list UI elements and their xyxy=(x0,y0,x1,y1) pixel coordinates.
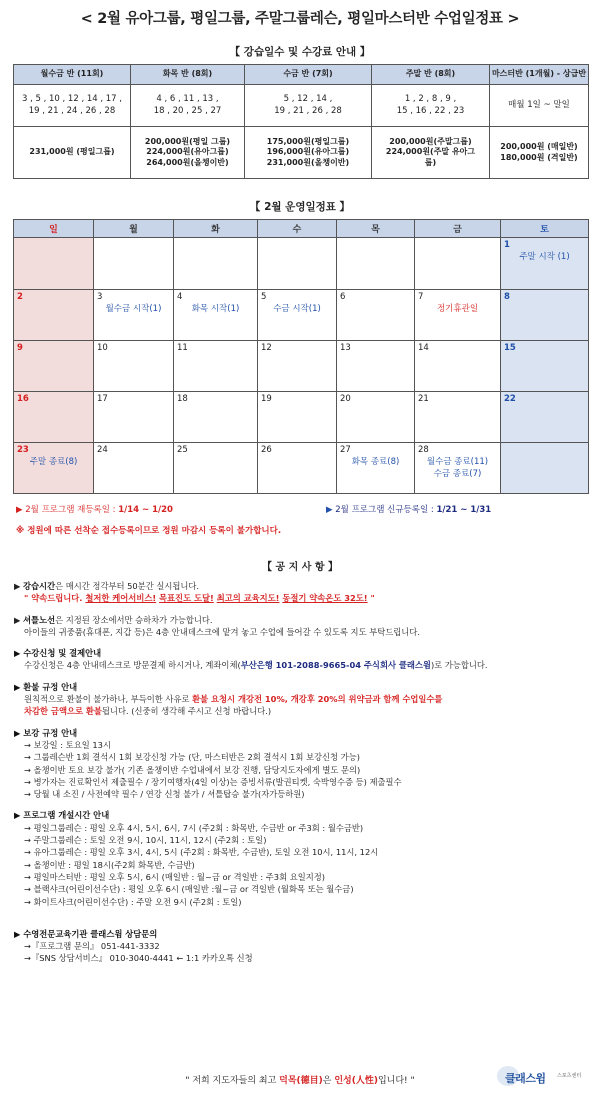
calendar-day-cell xyxy=(501,238,589,290)
calendar-day-cell xyxy=(258,341,337,392)
notice-body xyxy=(14,580,592,974)
fee-price-cell xyxy=(131,127,245,179)
notice-shuttle: ▶ 셔틀노선은 지정된 장소에서만 승하차가 가능합니다. 아이들의 귀중품(휴대폰, 지갑 등)은 4층 안내데스크에 맡겨 놓고 수업에 들어갈 수 있도록 지도 부탁드립니다. xyxy=(14,614,420,637)
calendar-day-cell xyxy=(14,290,94,341)
weekday-header: 목 xyxy=(337,220,415,238)
calendar-day-cell xyxy=(337,443,415,494)
day-number: 19 xyxy=(261,394,272,404)
weekday-header: 수 xyxy=(258,220,337,238)
fee-price-line: 264,000원(올챙이반) xyxy=(146,157,229,167)
weekday-header: 금 xyxy=(415,220,501,238)
calendar-day-cell xyxy=(94,238,174,290)
fee-price-line: 180,000원 (격일반) xyxy=(500,152,578,162)
fee-price-cell xyxy=(372,127,490,179)
calendar-day-cell xyxy=(415,392,501,443)
day-number: 7 xyxy=(418,292,424,302)
new-registration-label: 2월 프로그램 신규등록일 : xyxy=(335,505,437,515)
calendar-event: 화목 시작(1) xyxy=(191,304,240,314)
calendar-day-cell xyxy=(258,392,337,443)
calendar-week-row xyxy=(14,290,589,341)
triangle-icon: ▶ xyxy=(16,505,23,515)
day-number: 8 xyxy=(504,292,510,302)
fee-price-line: 231,000원 (평일그룹) xyxy=(29,147,115,157)
makeup-rule: → 병가자는 진료확인서 제출필수 / 장기여행자(4일 이상)는 증빙서류(발권티켓, 숙박영수증 등) 제출필수 xyxy=(24,776,402,787)
day-number: 6 xyxy=(340,292,346,302)
new-registration-note xyxy=(326,503,491,515)
contact-item: →『프로그램 문의』 051-441-3332 xyxy=(24,941,160,952)
fee-price-line: 224,000원(주말 유아그 xyxy=(385,147,476,157)
calendar-week-row xyxy=(14,238,589,290)
day-number: 10 xyxy=(97,343,108,353)
day-number: 23 xyxy=(17,445,29,455)
calendar-event: 주말 시작 (1) xyxy=(519,252,570,262)
calendar-day-cell xyxy=(501,443,589,494)
triangle-icon: ▶ xyxy=(326,505,333,515)
fee-days-line: 3 , 5 , 10 , 12 , 14 , 17 , xyxy=(21,94,122,105)
fee-price-cell xyxy=(245,127,372,179)
re-registration-note xyxy=(16,503,173,515)
calendar-day-cell xyxy=(14,392,94,443)
notice-contact: ▶ 수영전문교육기관 클래스윔 상담문의 →『프로그램 문의』 051-441-3332 →『SNS 상담서비스』 010-3040-4441 ← 1:1 카카오톡 신청 xyxy=(14,928,592,965)
fee-header-cell: 수금 반 (7회) xyxy=(245,65,372,85)
makeup-rule: → 당월 내 소진 / 사전예약 필수 / 연강 신청 불가 / 셔틀탑승 불가(자가등하원) xyxy=(24,789,305,800)
day-number: 18 xyxy=(177,394,188,404)
calendar-week-row xyxy=(14,392,589,443)
day-number: 3 xyxy=(97,292,103,302)
day-number: 2 xyxy=(17,292,23,302)
calendar-day-cell xyxy=(337,341,415,392)
calendar-day-cell xyxy=(174,443,258,494)
new-registration-dates: 1/21 ~ 1/31 xyxy=(436,505,492,515)
brand-logo: 클래스윔 스포츠센터 xyxy=(497,1065,593,1089)
program-schedule-item: → 블랙샤크(어린이선수단) : 평일 오후 6시 (매일반 :월~금 or 격일반 (월화목 또는 월수금) xyxy=(24,884,354,895)
day-number: 12 xyxy=(261,343,272,353)
fee-price-cell xyxy=(14,127,131,179)
fee-price-cell xyxy=(490,127,589,179)
fee-days-line: 19 , 21 , 26 , 28 xyxy=(274,105,342,116)
fee-price-line: 200,000원 (매일반) xyxy=(500,142,578,152)
day-number: 16 xyxy=(17,394,29,404)
contact-item: →『SNS 상담서비스』 010-3040-4441 ← 1:1 카카오톡 신청 xyxy=(24,953,253,964)
fee-price-line: 200,000원(평일 그룹) xyxy=(144,136,231,146)
fee-header-cell: 주말 반 (8회) xyxy=(372,65,490,85)
day-number: 5 xyxy=(261,292,267,302)
calendar-day-cell xyxy=(337,290,415,341)
notice-class-time: ▶ 강습시간은 매시간 정각부터 50분간 실시됩니다. " 약속드립니다. 철저한 케어서비스! 목표진도 도달! 최고의 교육지도! 동절기 약속온도 32도! " xyxy=(14,581,375,604)
day-number: 9 xyxy=(17,343,23,353)
day-number: 11 xyxy=(177,343,188,353)
calendar-day-cell xyxy=(14,238,94,290)
calendar-title: 【 2월 운영일정표 】 xyxy=(249,201,351,213)
calendar-day-cell xyxy=(501,392,589,443)
notice-payment: ▶ 수강신청 및 결제안내 수강신청은 4층 안내데스크로 방문결제 하시거나, 계좌이체(부산은행 101-2088-9665-04 주식회사 클래스윔)로 가능합니다. xyxy=(14,648,488,671)
calendar-day-cell xyxy=(94,290,174,341)
fee-header-cell: 마스터반 (1개월) - 상급반 xyxy=(490,65,589,85)
calendar-event: 수금 시작(1) xyxy=(273,304,321,314)
day-number: 21 xyxy=(418,394,429,404)
notice-programs: ▶ 프로그램 개설시간 안내 → 평일그룹레슨 : 평일 오후 4시, 5시, 6시, 7시 (주2회 : 화목반, 수금반 or 주3회 : 월수금반) → 주말그룹레슨 : 토일 오전 9시, 10시, 11시, 12시 (주2회 : 토일) → 유아그룹레슨 : 평일 오후 3시, 4시, 5시 (주2회 : 화목반, 수금반), 토일 오전 10시, 11시, 12시 → 올챙이반 : 평일 18시(주2회 화목반, 수금반) → 평일마스터반 : 평일 오후 5시, 6시 (매일반 : 월~금 or 격일반 : 주3회 요일지정) → 블랙샤크(어린이선수단) : 평일 오후 6시 (매일반 :월~금 or 격일반 (월화목 또는 월수금) → 화이트샤크(어린이선수단) : 주말 오전 9시 (주2회 : 토일) xyxy=(14,809,592,907)
calendar-day-cell xyxy=(501,341,589,392)
day-number: 1 xyxy=(504,240,510,250)
fee-days-line: 매월 1일 ~ 말일 xyxy=(508,99,570,110)
calendar-event: 주말 종료(8) xyxy=(29,457,78,467)
re-registration-dates: 1/14 ~ 1/20 xyxy=(118,505,173,515)
calendar-day-cell xyxy=(94,341,174,392)
calendar-event: 정기휴관일 xyxy=(436,304,479,314)
day-number: 20 xyxy=(340,394,351,404)
calendar-weekday-row xyxy=(14,220,589,238)
program-schedule-item: → 평일그룹레슨 : 평일 오후 4시, 5시, 6시, 7시 (주2회 : 화목반, 수금반 or 주3회 : 월수금반) xyxy=(24,822,364,833)
calendar-day-cell xyxy=(415,341,501,392)
fee-days-row xyxy=(14,85,589,127)
calendar-day-cell xyxy=(174,290,258,341)
fee-days-cell xyxy=(131,85,245,127)
makeup-rule: → 보강일 : 토요일 13시 xyxy=(24,739,111,750)
fee-days-line: 18 , 20 , 25 , 27 xyxy=(153,105,222,116)
program-schedule-item: → 화이트샤크(어린이선수단) : 주말 오전 9시 (주2회 : 토일) xyxy=(24,896,242,907)
calendar-day-cell xyxy=(258,290,337,341)
calendar-day-cell xyxy=(258,238,337,290)
notice-refund: ▶ 환불 규정 안내 원칙적으로 환불이 불가하나, 부득이한 사유로 환불 요청시 개강전 10%, 개강후 20%의 위약금과 함께 수업일수를 차감한 금액으로 환불됩니다. (신중히 생각해 주시고 신청 바랍니다.) xyxy=(14,681,443,717)
page-title: < 2월 유아그룹, 평일그룹, 주말그룹레슨, 평일마스터반 수업일정표 > xyxy=(80,11,520,27)
calendar-day-cell xyxy=(258,443,337,494)
weekday-header: 토 xyxy=(501,220,589,238)
calendar-day-cell xyxy=(415,443,501,494)
fee-days-line: 15 , 16 , 22 , 23 xyxy=(396,105,465,116)
fee-table xyxy=(13,64,589,179)
notice-makeup: ▶ 보강 규정 안내 → 보강일 : 토요일 13시 → 그룹레슨반 1회 결석시 1회 보강신청 가능 (단, 마스터반은 2회 결석시 1회 보강신청 가능) → 올챙이반 토요 보강 불가( 기존 올챙이반 수업내에서 보강 진행, 담당지도자에게 별도 문의) → 병가자는 진료확인서 제출필수 / 장기여행자(4일 이상)는 증빙서류(발권티켓, 숙박영수증 등) 제출필수 → 당월 내 소진 / 사전예약 필수 / 연강 신청 불가 / 셔틀탑승 불가(자가등하원) xyxy=(14,727,592,801)
program-schedule-item: → 올챙이반 : 평일 18시(주2회 화목반, 수금반) xyxy=(24,859,195,870)
calendar-day-cell xyxy=(174,238,258,290)
registration-warning: ※ 정원에 따른 선착순 접수등록이므로 정원 마감시 등록이 불가합니다. xyxy=(16,526,282,536)
makeup-rule: → 그룹레슨반 1회 결석시 1회 보강신청 가능 (단, 마스터반은 2회 결석시 1회 보강신청 가능) xyxy=(24,752,360,763)
fee-header-cell: 월수금 반 (11회) xyxy=(14,65,131,85)
fee-days-line: 19 , 21 , 24 , 26 , 28 xyxy=(28,105,116,116)
program-schedule-item: → 유아그룹레슨 : 평일 오후 3시, 4시, 5시 (주2회 : 화목반, 수금반), 토일 오전 10시, 11시, 12시 xyxy=(24,847,379,858)
calendar-day-cell xyxy=(14,341,94,392)
calendar-day-cell xyxy=(337,238,415,290)
day-number: 15 xyxy=(504,343,516,353)
fee-price-line: 224,000원(유아그룹) xyxy=(146,147,229,157)
weekday-header: 일 xyxy=(14,220,94,238)
calendar-event: 월수금 종료(11) xyxy=(426,457,489,467)
day-number: 4 xyxy=(177,292,183,302)
program-schedule-item: → 평일마스터반 : 평일 오후 5시, 6시 (매일반 : 월~금 or 격일반 : 주3회 요일지정) xyxy=(24,871,326,882)
fee-days-cell xyxy=(372,85,490,127)
fee-days-cell xyxy=(245,85,372,127)
calendar-day-cell xyxy=(415,238,501,290)
day-number: 24 xyxy=(97,445,108,455)
day-number: 28 xyxy=(418,445,429,455)
fee-price-line: 200,000원(주말그룹) xyxy=(389,136,472,146)
makeup-rule: → 올챙이반 토요 보강 불가( 기존 올챙이반 수업내에서 보강 진행, 담당지도자에게 별도 문의) xyxy=(24,764,361,775)
calendar-day-cell xyxy=(337,392,415,443)
calendar-event: 수금 종료(7) xyxy=(433,469,482,479)
fee-section-title: 【 강습일수 및 수강료 안내 】 xyxy=(229,46,371,58)
fee-days-cell xyxy=(14,85,131,127)
weekday-header: 월 xyxy=(94,220,174,238)
fee-days-cell xyxy=(490,85,589,127)
day-number: 26 xyxy=(261,445,272,455)
notice-title: 【 공 지 사 항 】 xyxy=(261,562,339,573)
calendar-day-cell xyxy=(94,392,174,443)
day-number: 17 xyxy=(97,394,108,404)
calendar-day-cell xyxy=(501,290,589,341)
calendar-day-cell xyxy=(174,341,258,392)
weekday-header: 화 xyxy=(174,220,258,238)
fee-prices-row xyxy=(14,127,589,179)
calendar-day-cell xyxy=(14,443,94,494)
day-number: 25 xyxy=(177,445,188,455)
day-number: 27 xyxy=(340,445,351,455)
fee-days-line: 5 , 12 , 14 , xyxy=(283,94,333,105)
fee-price-line: 룹) xyxy=(424,157,437,167)
fee-price-line: 231,000원(올챙이반) xyxy=(266,157,350,167)
fee-header-row xyxy=(14,65,589,85)
calendar-event: 화목 종료(8) xyxy=(351,457,400,467)
footer-motto: " 저희 지도자들의 최고 덕목(德目)은 인성(人性)입니다! " xyxy=(185,1076,415,1086)
calendar xyxy=(13,219,589,494)
day-number: 22 xyxy=(504,394,516,404)
fee-days-line: 1 , 2 , 8 , 9 , xyxy=(404,94,457,105)
fee-price-line: 175,000원(평일그룹) xyxy=(266,136,350,146)
program-schedule-item: → 주말그룹레슨 : 토일 오전 9시, 10시, 11시, 12시 (주2회 : 토일) xyxy=(24,835,267,846)
fee-header-cell: 화목 반 (8회) xyxy=(131,65,245,85)
calendar-day-cell xyxy=(174,392,258,443)
calendar-day-cell xyxy=(94,443,174,494)
calendar-week-row xyxy=(14,443,589,494)
calendar-event: 월수금 시작(1) xyxy=(105,304,162,314)
fee-days-line: 4 , 6 , 11 , 13 , xyxy=(156,94,219,105)
day-number: 14 xyxy=(418,343,429,353)
fee-price-line: 196,000원(유아그룹) xyxy=(266,147,350,157)
day-number: 13 xyxy=(340,343,351,353)
calendar-week-row xyxy=(14,341,589,392)
re-registration-label: 2월 프로그램 재등록일 : xyxy=(25,505,119,515)
calendar-day-cell xyxy=(415,290,501,341)
